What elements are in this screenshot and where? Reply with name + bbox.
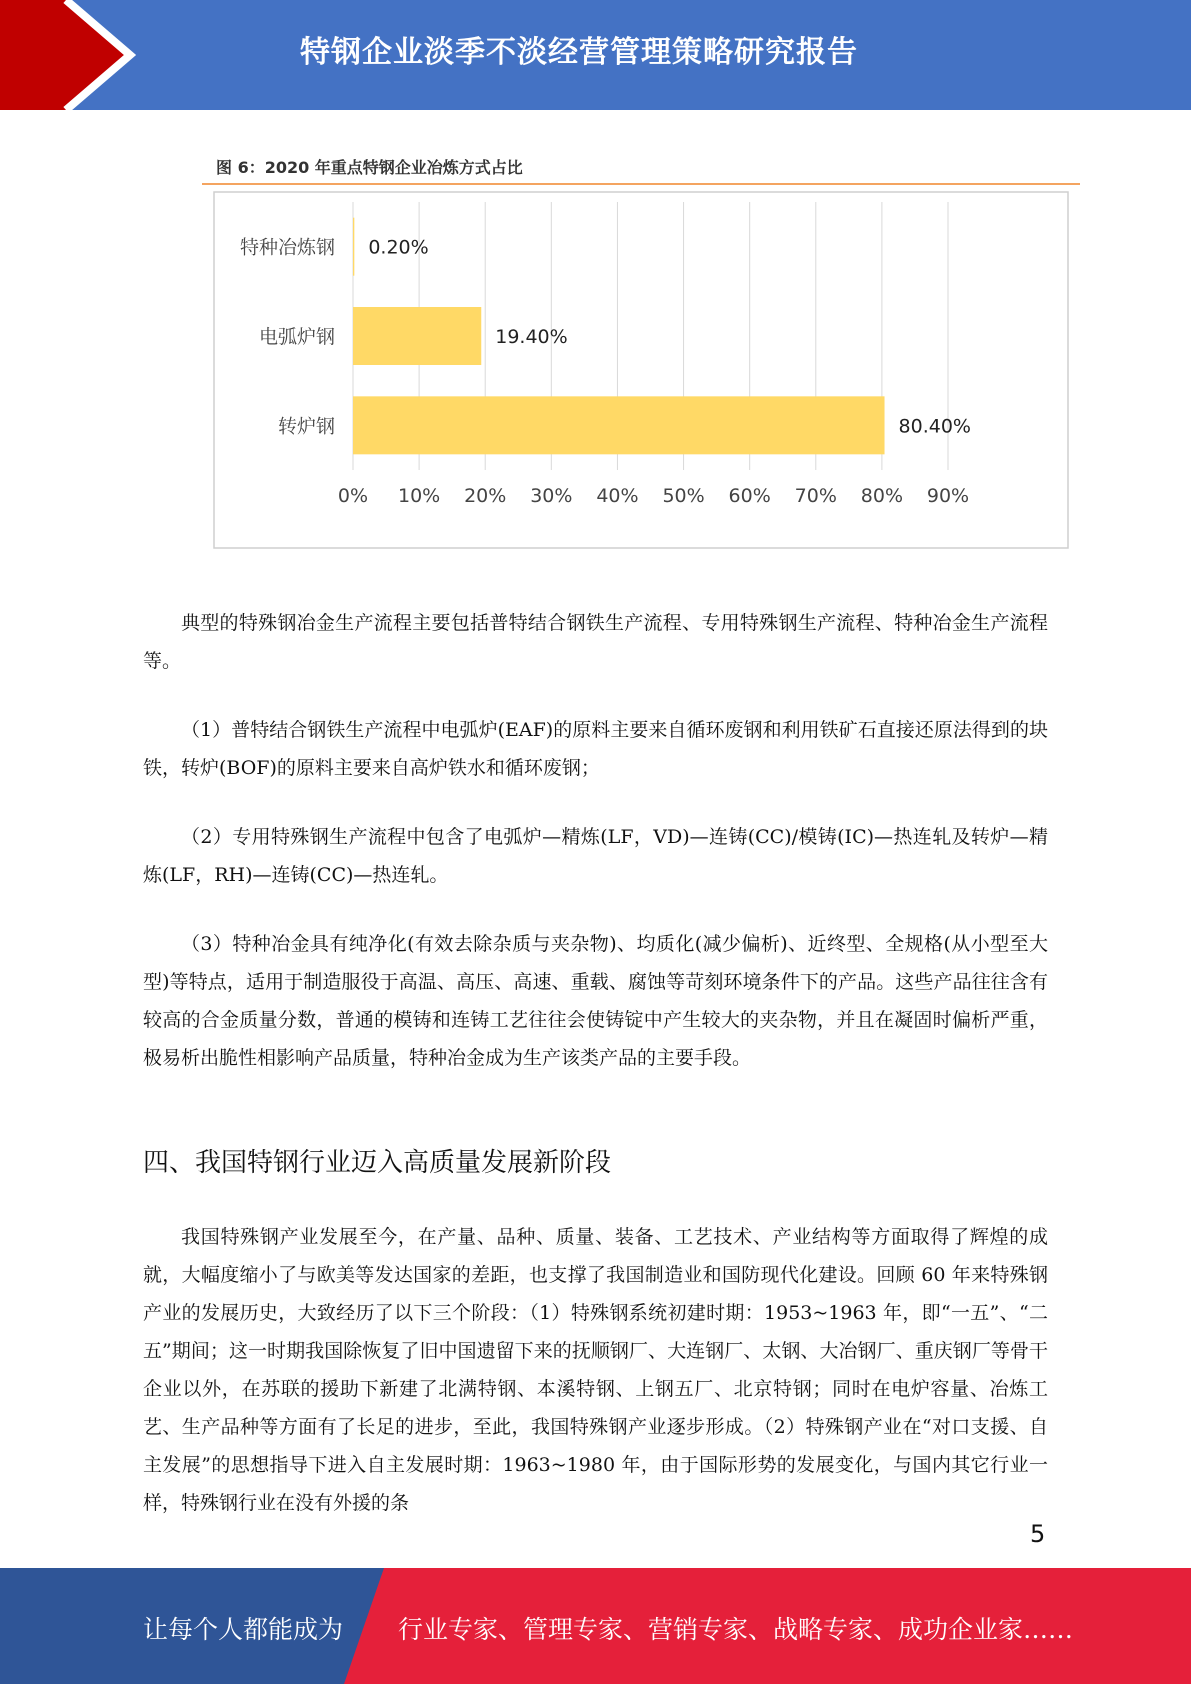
header-title: 特钢企业淡季不淡经营管理策略研究报告	[300, 35, 858, 70]
x-tick-label: 10%	[397, 485, 441, 507]
page-header	[0, 0, 1191, 110]
category-label: 电弧炉钢	[258, 326, 335, 348]
x-tick-label: 30%	[530, 485, 573, 507]
paragraph-3: （2）专用特殊钢生产流程中包含了电弧炉—精炼(LF，VD)—连铸(CC)/模铸(IC)—热连轧及转炉—精炼(LF，RH)—连铸(CC)—热连轧。	[143, 826, 1048, 886]
section-heading: 四、我国特钢行业迈入高质量发展新阶段	[143, 1148, 612, 1178]
paragraph-5: 我国特殊钢产业发展至今，在产量、品种、质量、装备、工艺技术、产业结构等方面取得了辉煌的成就，大幅度缩小了与欧美等发达国家的差距，也支撑了我国制造业和国防现代化建设。回顾 60 年来特殊钢产业的发展历史，大致经历了以下三个阶段：（1）特殊钢系统初建时期：1953~1963 年，即“一五”、“二五”期间；这一时期我国除恢复了旧中国遗留下来的抚顺钢厂、大连钢厂、太钢、大冶钢厂、重庆钢厂等骨干企业以外，在苏联的援助下新建了北满特钢、本溪特钢、上钢五厂、北京特钢；同时在电炉容量、冶炼工艺、生产品种等方面有了长足的进步，至此，我国特殊钢产业逐步形成。（2）特殊钢产业在“对口支援、自主发展”的思想指导下进入自主发展时期：1963~1980 年，由于国际形势的发展变化，与国内其它行业一样，特殊钢行业在没有外援的条	[143, 1226, 1048, 1514]
x-tick-label: 70%	[794, 485, 837, 507]
x-tick-label: 90%	[926, 485, 970, 507]
x-tick-label: 80%	[860, 485, 904, 507]
figure-caption: 图 6：2020 年重点特钢企业冶炼方式占比	[216, 158, 523, 177]
data-label: 0.20%	[368, 236, 429, 259]
data-label: 19.40%	[495, 326, 568, 348]
category-label: 特种冶炼钢	[239, 236, 335, 259]
bar	[353, 396, 885, 454]
category-label: 转炉钢	[277, 415, 335, 438]
data-label: 80.40%	[898, 415, 971, 438]
paragraph-4: （3）特种冶金具有纯净化(有效去除杂质与夹杂物)、均质化(减少偏析)、近终型、全规格(从小型至大型)等特点，适用于制造服役于高温、高压、高速、重载、腐蚀等苛刻环境条件下的产品。这些产品往往含有较高的合金质量分数，普通的模铸和连铸工艺往往会使铸锭中产生较大的夹杂物，并且在凝固时偏析严重，极易析出脆性相影响产品质量，特种冶金成为生产该类产品的主要手段。	[143, 933, 1048, 1069]
footer-slogan-left: 让每个人都能成为	[143, 1615, 344, 1644]
x-tick-label: 40%	[596, 485, 639, 507]
x-tick-label: 60%	[728, 485, 771, 507]
bar	[353, 218, 354, 276]
bar-chart	[190, 140, 1080, 560]
figure-chart	[190, 140, 1080, 560]
footer-slogan-right: 行业专家、管理专家、营销专家、战略专家、成功企业家……	[398, 1615, 1074, 1644]
x-tick-label: 0%	[337, 485, 369, 507]
paragraph-1: 典型的特殊钢冶金生产流程主要包括普特结合钢铁生产流程、专用特殊钢生产流程、特种冶金生产流程等。	[143, 612, 1048, 672]
x-tick-label: 50%	[662, 485, 705, 507]
page-number: 5	[1030, 1520, 1046, 1548]
bar	[353, 307, 481, 365]
x-tick-label: 20%	[464, 485, 507, 507]
page-footer	[0, 1568, 1191, 1684]
paragraph-2: （1）普特结合钢铁生产流程中电弧炉(EAF)的原料主要来自循环废钢和利用铁矿石直接还原法得到的块铁，转炉(BOF)的原料主要来自高炉铁水和循环废钢；	[143, 719, 1048, 779]
